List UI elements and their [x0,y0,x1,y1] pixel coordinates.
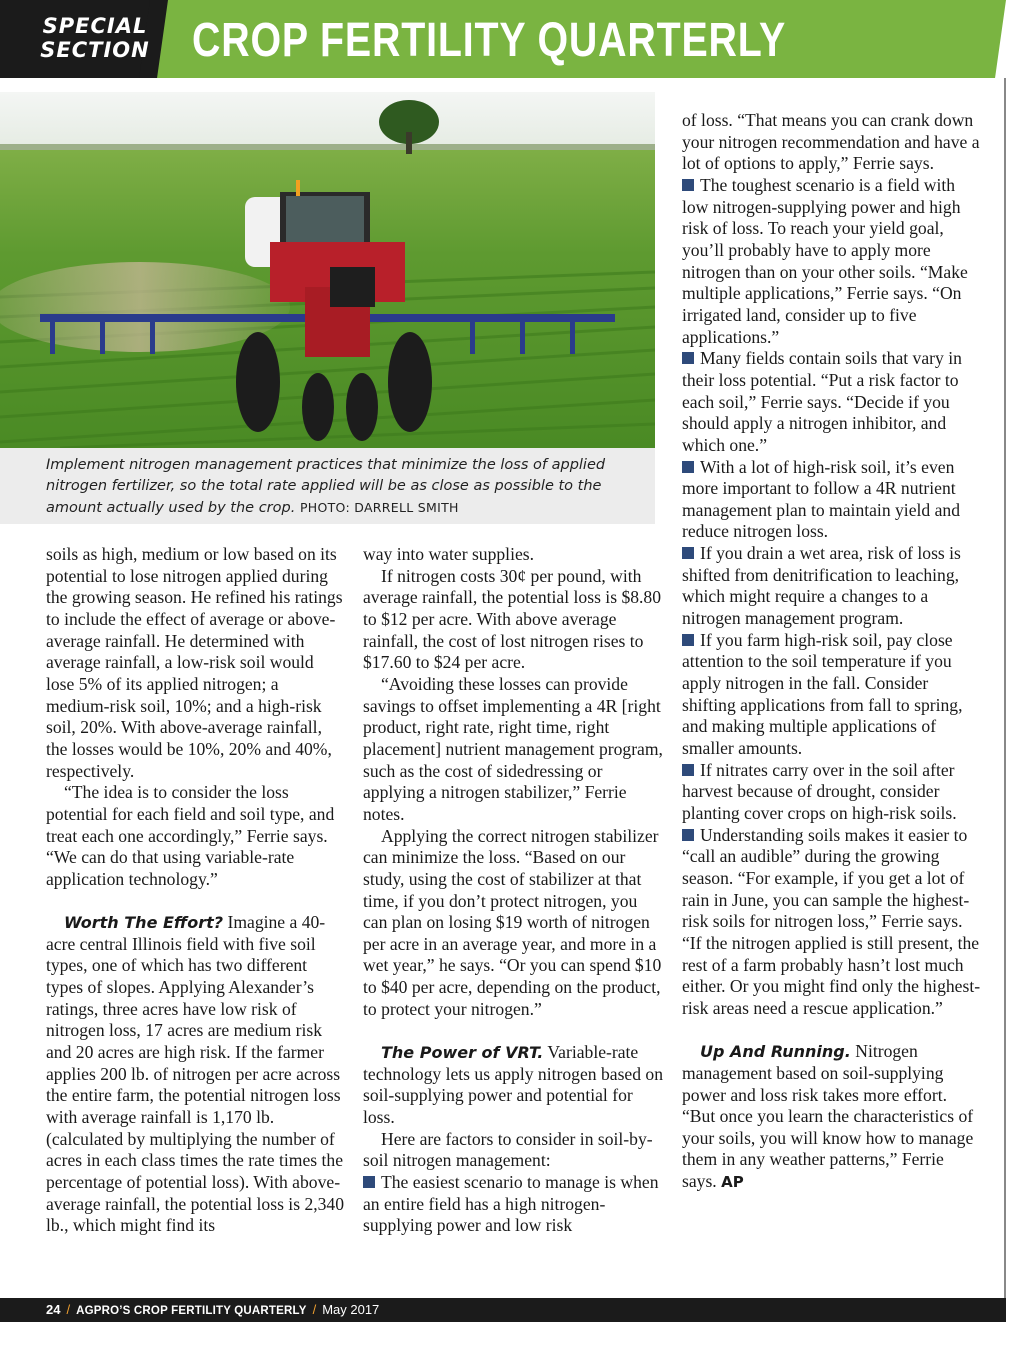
subhead-up-and-running: Up And Running. [700,1042,851,1062]
bullet-square-icon [363,1176,375,1188]
bullet-square-icon [682,179,694,191]
col3-bullet-7-text: If nitrates carry over in the soil after harvest because of drought, consider planting cover crops on high-risk soils. [682,759,957,823]
col1-paragraph-3 [46,912,346,1237]
photo-credit: PHOTO: DARRELL SMITH [299,500,459,515]
footer-separator-1: / [66,1302,71,1317]
col1-paragraph-3-text: Imagine a 40-acre central Illinois field with five soil types, one of which has two different types of slopes. Applying Alexander’s ratings, three acres have low risk of nitrogen loss, 17 acres are medium risk and 20 acres are high risk. If the farmer applies 200 lb. of nitrogen per acre across the entire farm, the potential nitrogen loss with average rainfall is 1,170 lb. (calculated by multiplying the number of acres in each class times the rate times the percentage of potential loss). With above-average rainfall, the potential loss is 2,340 lb., which might find its [46,912,345,1236]
col1-paragraph-2: “The idea is to consider the loss potential for each field and soil type, and treat each one accordingly,” Ferrie says. “We can do that using variable-rate application technology.” [46,782,335,889]
subhead-power-of-vrt: The Power of VRT. [381,1043,544,1063]
page-number: 24 [46,1302,61,1317]
bullet-square-icon [682,547,694,559]
col3-bullet-3 [682,348,982,456]
col2-paragraph-3: “Avoiding these losses can provide savings to offset implementing a 4R [right product, right rate, right time, right placement] nutrient management program, such as the cost of sidedressing or applying a nitrogen stabilizer,” Ferrie notes. [363,673,663,824]
special-section-line1: SPECIAL [42,14,148,38]
col3-bullet-2-text: The toughest scenario is a field with low nitrogen-supplying power and high risk of loss. To reach your yield goal, you’ll probably have to apply more nitrogen than on your other soils. “Make multiple applications,” Ferrie says. “On irrigated land, consider up to five applications.” [682,174,968,347]
bullet-square-icon [682,352,694,364]
article-column-1 [46,544,346,1237]
article-column-3 [682,110,982,1194]
col2-paragraph-2: If nitrogen costs 30¢ per pound, with average rainfall, the potential loss is $8.80 to $12 per acre. With above average rainfall, the cost of lost nitrogen rises to $17.60 to $24 per acre. [363,565,662,673]
col3-bullet-5-text: If you drain a wet area, risk of loss is shifted from denitrification to leaching, which might require a changes to a nitrogen management program. [682,543,961,629]
col3-bullet-5 [682,543,982,630]
bullet-square-icon [682,634,694,646]
subhead-worth-the-effort: Worth The Effort? [64,913,224,933]
footer-separator-2: / [312,1302,317,1317]
col1-paragraph-1: soils as high, medium or low based on its potential to lose nitrogen applied during the growing season. He refined his ratings to include the effect of average or above-average rainfall. He determined with average rainfall, a low-risk soil would lose 5% of its applied nitrogen; a medium-risk soil, 10%; and a high-risk soil, 20%. With above-average rainfall, the losses would be 10%, 20% and 40%, respectively. [46,544,343,781]
col3-paragraph-0: of loss. “That means you can crank down your nitrogen recommendation and have a lot of options to apply,” Ferrie says. [682,110,980,174]
bullet-square-icon [682,461,694,473]
col3-bullet-6-text: If you farm high-risk soil, pay close attention to the soil temperature if you apply nitrogen in the fall. Consider shifting applications from fall to spring, and making multiple applications of smaller amounts. [682,629,963,759]
col3-paragraph-1 [682,1041,982,1194]
photo-caption-text: Implement nitrogen management practices that minimize the loss of applied nitrogen fertilizer, so the total rate applied will be as close as possible to the amount actually used by the crop. [46,457,606,516]
special-section-line2: SECTION [40,38,150,62]
col3-paragraph-1-text: Nitrogen management based on soil-supplying power and loss risk takes more effort. “But once you learn the characteristics of your soils, you will know how to manage them in any weather patterns,” Ferrie says. [682,1041,974,1192]
bullet-square-icon [682,829,694,841]
col2-paragraph-5 [363,1042,663,1129]
footer-folio [46,1302,379,1319]
special-section-label [40,14,150,62]
col2-paragraph-6: Here are factors to consider in soil-by-soil nitrogen management: [363,1128,653,1171]
col3-bullet-2 [682,175,982,348]
col3-bullet-8 [682,825,982,1020]
col3-bullet-3-text: Many fields contain soils that vary in their loss potential. “Put a risk factor to each soil,” Ferrie says. “Decide if you should apply a nitrogen inhibitor, and which one.” [682,348,962,455]
col3-bullet-4-text: With a lot of high-risk soil, it’s even more important to follow a 4R nutrient management plan to maintain yield and reduce nitrogen loss. [682,456,960,542]
col2-bullet-1-text: The easiest scenario to manage is when an entire field has a high nitrogen-supplying power and low risk [363,1172,659,1236]
article-column-2 [363,544,663,1237]
footer-date: May 2017 [322,1302,380,1317]
col3-bullet-4 [682,457,982,544]
col2-paragraph-5-text: Variable-rate technology lets us apply nitrogen based on soil-supplying power and potential for loss. [363,1042,664,1128]
col3-bullet-6 [682,630,982,760]
bullet-square-icon [682,764,694,776]
footer-publication: AGPRO’S CROP FERTILITY QUARTERLY [76,1305,307,1317]
col3-bullet-7 [682,760,982,825]
col2-paragraph-1: way into water supplies. [363,544,535,564]
col2-paragraph-4: Applying the correct nitrogen stabilizer can minimize the loss. “Based on our study, using the cost of stabilizer at that time, if you don’t protect nitrogen, you can plan on losing $19 worth of nitrogen per acre in an average year, and more in a wet year,” he says. “Or you can spend $10 to $40 per acre, depending on the product, to protect your nitrogen.” [363,825,662,1019]
tractor-field-photo [0,92,655,448]
photo-caption [46,455,646,519]
col3-bullet-8-text: Understanding soils makes it easier to “call an audible” during the growing season. “For example, if you get a lot of rain in June, you can sample the highest-risk soils for nitrogen loss,” Ferrie says. “If the nitrogen applied is still present, the rest of a farm probably hasn’t lost much either. Or you might find only the highest-risk areas need a rescue application.” [682,824,981,1018]
col2-bullet-1 [363,1172,663,1237]
page-edge-rule [1004,78,1006,1298]
publication-title: CROP FERTILITY QUARTERLY [192,14,787,67]
end-signature: AP [721,1173,744,1192]
